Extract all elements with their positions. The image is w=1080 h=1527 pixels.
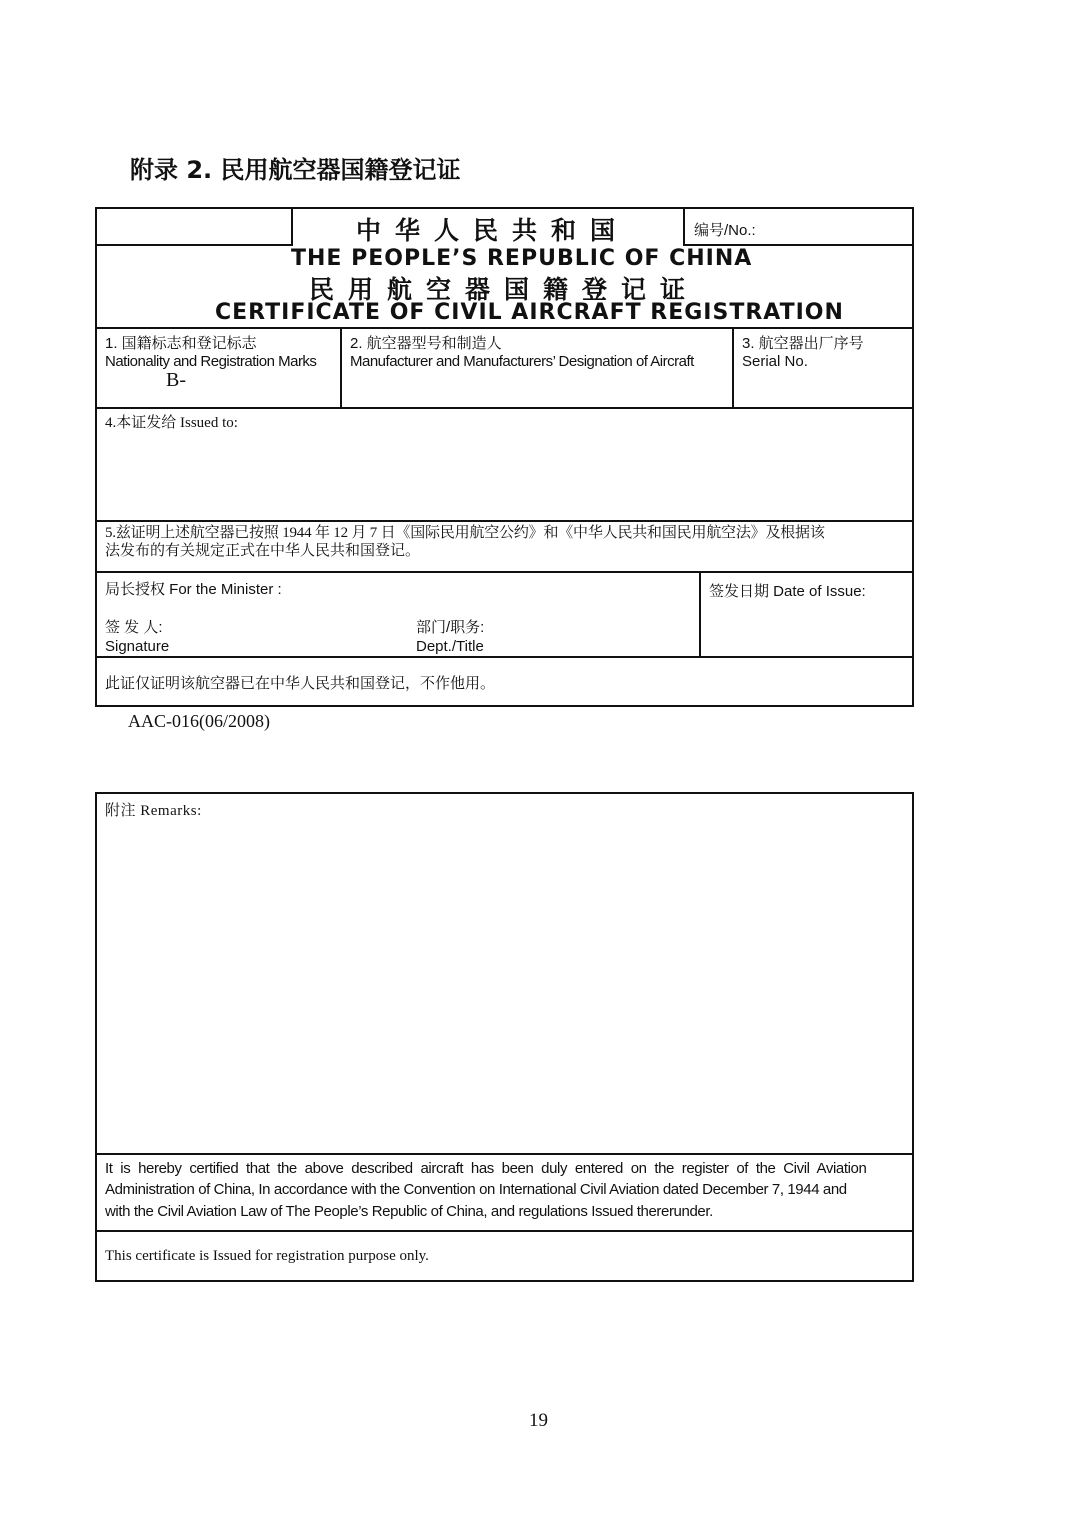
- certify-line3: with the Civil Aviation Law of The People’s Republic of China, and regulations Issued thererunder.: [105, 1203, 713, 1220]
- form-code: AAC-016(06/2008): [128, 711, 270, 731]
- divider: [95, 656, 914, 658]
- divider: [699, 571, 701, 657]
- divider: [340, 327, 342, 409]
- title-en: THE PEOPLE’S REPUBLIC OF CHINA: [291, 246, 753, 271]
- issued-to-label: 4.本证发给 Issued to:: [105, 415, 238, 431]
- title-cn: 中华人民共和国: [356, 216, 630, 245]
- divider: [95, 244, 293, 246]
- subtitle-cn: 民用航空器国籍登记证: [309, 275, 700, 304]
- registration-mark-value: B-: [166, 369, 186, 391]
- divider: [95, 1153, 914, 1155]
- divider: [95, 407, 914, 409]
- divider: [683, 207, 685, 246]
- certify-line2: Administration of China, In accordance with the Convention on International Civil Aviation dated December 7, 1944 and: [105, 1181, 847, 1198]
- registration-purpose-note: This certificate is Issued for registration purpose only.: [105, 1248, 429, 1264]
- footer-note: 此证仅证明该航空器已在中华人民共和国登记，不作他用。: [105, 676, 496, 692]
- dept-label-en: Dept./Title: [416, 638, 484, 655]
- field2-label-en: Manufacturer and Manufacturers’ Designation of Aircraft: [350, 353, 694, 370]
- appendix-heading: 附录 2. 民用航空器国籍登记证: [130, 156, 461, 184]
- field3-label-en: Serial No.: [742, 353, 808, 370]
- dept-label-cn: 部门/职务:: [416, 619, 485, 636]
- divider: [732, 327, 734, 409]
- field1-label-cn: 1. 国籍标志和登记标志: [105, 335, 257, 352]
- field1-label-en: Nationality and Registration Marks: [105, 353, 317, 370]
- field5-line2: 法发布的有关规定正式在中华人民共和国登记。: [105, 543, 421, 559]
- signature-label-cn: 签 发 人:: [105, 619, 163, 636]
- date-of-issue-label: 签发日期 Date of Issue:: [709, 583, 866, 600]
- minister-label: 局长授权 For the Minister :: [105, 581, 282, 598]
- divider: [95, 520, 914, 522]
- signature-label-en: Signature: [105, 638, 170, 655]
- remarks-label: 附注 Remarks:: [105, 803, 202, 819]
- certify-line1: It is hereby certified that the above described aircraft has been duly entered on the register of the Civil Aviation: [105, 1160, 867, 1177]
- divider: [95, 327, 914, 329]
- number-label: 编号/No.:: [694, 222, 756, 239]
- divider: [95, 571, 914, 573]
- page-number: 19: [529, 1410, 548, 1431]
- field3-label-cn: 3. 航空器出厂序号: [742, 335, 864, 352]
- divider: [291, 207, 293, 246]
- subtitle-en: CERTIFICATE OF CIVIL AIRCRAFT REGISTRATION: [215, 300, 844, 325]
- divider: [95, 1230, 914, 1232]
- field5-line1: 5.兹证明上述航空器已按照 1944 年 12 月 7 日《国际民用航空公约》和《中华人民共和国民用航空法》及根据该: [105, 525, 825, 541]
- field2-label-cn: 2. 航空器型号和制造人: [350, 335, 502, 352]
